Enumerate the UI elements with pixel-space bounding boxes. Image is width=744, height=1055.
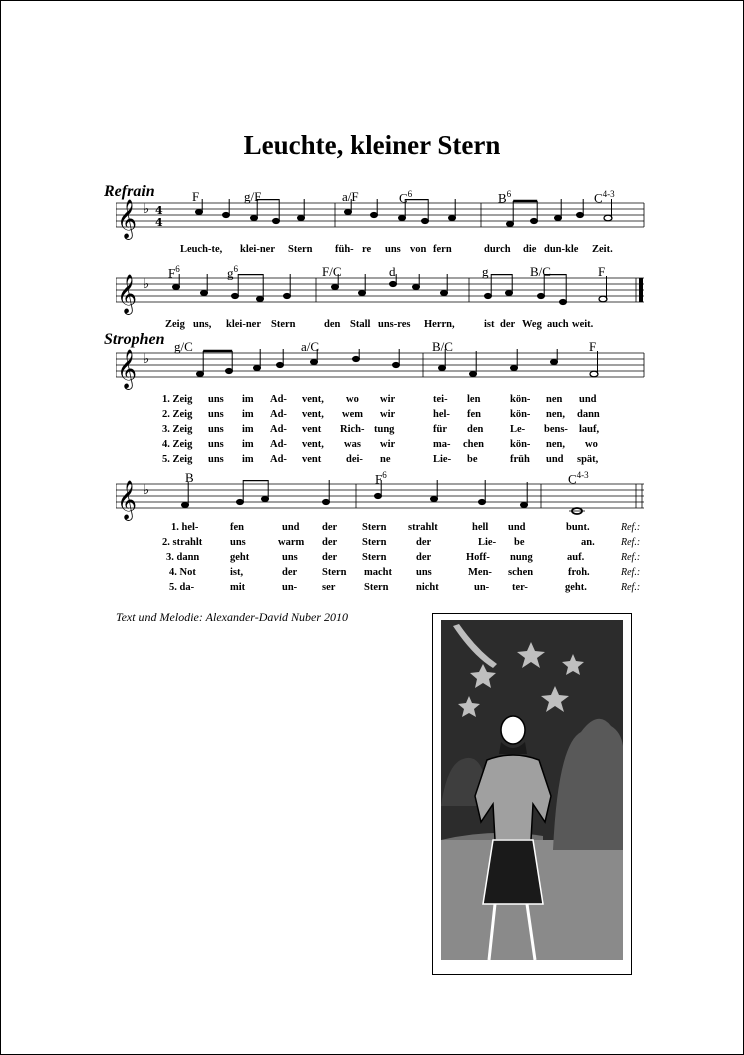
lyric-syllable: 4. Not (169, 567, 196, 578)
lyric-syllable: Lie- (478, 537, 497, 548)
lyric-syllable: Stern (288, 244, 313, 255)
lyric-syllable: nen, (546, 439, 565, 450)
lyric-syllable: 2. strahlt (162, 537, 203, 548)
lyric-syllable: uns (385, 244, 401, 255)
chord: $C^6$ (399, 189, 413, 206)
chord: $C^{4-3}$ (594, 189, 615, 206)
lyric-syllable: der (322, 552, 338, 563)
lyric-syllable: Zeig (165, 319, 185, 330)
treble-clef-icon: 𝄞 (117, 199, 138, 239)
lyric-syllable: Le- (510, 424, 526, 435)
lyric-syllable: froh. (568, 567, 590, 578)
lyric-syllable: nicht (416, 582, 439, 593)
lyric-syllable: im (242, 424, 254, 435)
lyric-syllable: im (242, 439, 254, 450)
lyric-syllable: vent, (302, 394, 324, 405)
credit-line: Text und Melodie: Alexander-David Nuber 2010 (116, 610, 349, 624)
chord: g (482, 264, 489, 279)
chord: B/C (432, 339, 453, 354)
lyric-syllable: ist, (230, 567, 244, 578)
lyric-syllable: von (410, 244, 427, 255)
lyric-syllable: Weg (522, 319, 542, 330)
lyric-syllable: wir (380, 439, 396, 450)
lyric-syllable: die (523, 244, 537, 255)
lyric-syllable: wir (380, 409, 396, 420)
chord: $C^{4-3}$ (568, 470, 589, 487)
lyric-syllable: uns (208, 454, 224, 465)
lyric-syllable: chen (463, 439, 484, 450)
chord: F/C (322, 264, 342, 279)
chord: F (598, 264, 606, 279)
lyric-syllable: be (467, 454, 478, 465)
lyric-syllable: warm (278, 537, 305, 548)
lyric-syllable: an. (581, 537, 595, 548)
refrain-repeat-mark: Ref.: (621, 582, 641, 593)
lyric-syllable: len (467, 394, 481, 405)
lyric-syllable: früh (510, 454, 530, 465)
lyric-syllable: Ad- (270, 409, 287, 420)
flat-icon: ♭ (143, 202, 150, 217)
lyric-syllable: der (322, 522, 338, 533)
lyric-syllable: vent (302, 424, 322, 435)
lyric-syllable: lauf, (579, 424, 600, 435)
lyric-syllable: ser (322, 582, 336, 593)
lyric-syllable: fen (230, 522, 244, 533)
lyric-syllable: klei-ner (240, 244, 275, 255)
lyric-syllable: 3. Zeig (162, 424, 193, 435)
lyric-syllable: 3. dann (166, 552, 200, 563)
lyric-syllable: Stern (322, 567, 347, 578)
lyric-syllable: 1. hel- (171, 522, 199, 533)
lyric-syllable: Ad- (270, 439, 287, 450)
chord: $F^6$ (375, 470, 387, 487)
lyric-syllable: wo (585, 439, 598, 450)
lyric-syllable: kön- (510, 409, 531, 420)
lyric-syllable: uns (416, 567, 432, 578)
chord: d (389, 264, 396, 279)
chord: g/F (244, 189, 262, 204)
staff-strophen-2 (116, 480, 646, 524)
lyric-syllable: vent, (302, 439, 324, 450)
lyric-syllable: un- (474, 582, 490, 593)
lyric-syllable: ist (484, 319, 495, 330)
lyric-syllable: uns (208, 439, 224, 450)
lyric-syllable: hel- (433, 409, 450, 420)
lyric-syllable: Stern (362, 537, 387, 548)
lyric-syllable: bunt. (566, 522, 590, 533)
lyric-syllable: re (362, 244, 372, 255)
lyric-syllable: vent (302, 454, 322, 465)
song-title: Leuchte, kleiner Stern (243, 130, 501, 160)
lyric-syllable: 1. Zeig (162, 394, 193, 405)
lyric-syllable: Stern (364, 582, 389, 593)
refrain-repeat-mark: Ref.: (621, 552, 641, 563)
chord: $B^6$ (498, 189, 512, 206)
lyric-syllable: durch (484, 244, 511, 255)
staff-strophen-1 (116, 349, 646, 393)
lyric-syllable: 2. Zeig (162, 409, 193, 420)
chord: $F^6$ (168, 264, 180, 281)
lyric-syllable: der (282, 567, 298, 578)
lyric-syllable: Lie- (433, 454, 452, 465)
lyric-syllable: Stern (362, 522, 387, 533)
lyric-syllable: fen (467, 409, 481, 420)
lyric-syllable: uns, (193, 319, 212, 330)
lyric-syllable: Men- (468, 567, 492, 578)
lyric-syllable: Zeit. (592, 244, 613, 255)
lyric-syllable: ma- (433, 439, 451, 450)
lyric-syllable: kön- (510, 439, 531, 450)
staff-refrain-2 (116, 274, 646, 318)
lyric-syllable: tung (374, 424, 395, 435)
chord: F (192, 189, 200, 204)
lyric-syllable: dann (577, 409, 600, 420)
chord: a/C (301, 339, 320, 354)
lyric-syllable: 5. da- (169, 582, 195, 593)
lyric-syllable: den (467, 424, 484, 435)
lyric-syllable: kön- (510, 394, 531, 405)
lyric-syllable: was (344, 439, 361, 450)
lyric-syllable: strahlt (408, 522, 438, 533)
lyric-syllable: und (546, 454, 564, 465)
time-signature-bottom: 4 (155, 216, 163, 229)
lyric-syllable: den (324, 319, 341, 330)
lyric-syllable: wir (380, 394, 396, 405)
lyric-syllable: ter- (512, 582, 528, 593)
lyric-syllable: der (416, 552, 432, 563)
lyric-syllable: be (514, 537, 525, 548)
lyric-syllable: weit. (572, 319, 594, 330)
lyric-syllable: für (433, 424, 447, 435)
lyric-syllable: Stall (350, 319, 371, 330)
time-signature-top: 4 (155, 204, 163, 217)
treble-clef-icon: 𝄞 (117, 480, 138, 520)
chord: F (589, 339, 597, 354)
lyric-syllable: vent, (302, 409, 324, 420)
lyric-syllable: auch (547, 319, 569, 330)
lyric-syllable: 5. Zeig (162, 454, 193, 465)
lyric-syllable: geht. (565, 582, 587, 593)
lyric-syllable: dun-kle (544, 244, 579, 255)
lyric-syllable: Ad- (270, 454, 287, 465)
lyric-syllable: spät, (577, 454, 599, 465)
flat-icon: ♭ (143, 483, 150, 498)
lyric-syllable: füh- (335, 244, 354, 255)
lyric-syllable: macht (364, 567, 392, 578)
lyric-syllable: wo (346, 394, 359, 405)
lyric-syllable: bens- (544, 424, 568, 435)
flat-icon: ♭ (143, 352, 150, 367)
lyric-syllable: nen (546, 394, 563, 405)
lyric-syllable: der (416, 537, 432, 548)
lyric-syllable: und (579, 394, 597, 405)
chord: g/C (174, 339, 193, 354)
lyric-syllable: tei- (433, 394, 448, 405)
chord: B/C (530, 264, 551, 279)
lyric-syllable: 4. Zeig (162, 439, 193, 450)
lyric-syllable: auf. (567, 552, 585, 563)
chord: a/F (342, 189, 359, 204)
refrain-repeat-mark: Ref.: (621, 522, 641, 533)
refrain-label: Refrain (104, 183, 155, 200)
lyric-syllable: fern (433, 244, 452, 255)
lyric-syllable: geht (230, 552, 250, 563)
lyric-syllable: wem (342, 409, 363, 420)
lyric-syllable: Rich- (340, 424, 365, 435)
treble-clef-icon: 𝄞 (117, 349, 138, 389)
lyric-syllable: im (242, 394, 254, 405)
lyric-syllable: uns (230, 537, 246, 548)
lyric-syllable: uns (208, 424, 224, 435)
lyric-syllable: der (322, 537, 338, 548)
lyric-syllable: nen, (546, 409, 565, 420)
lyric-syllable: Stern (271, 319, 296, 330)
lyric-syllable: Leuch-te, (180, 244, 223, 255)
lyric-syllable: Ad- (270, 424, 287, 435)
lyric-syllable: Stern (362, 552, 387, 563)
lyric-syllable: klei-ner (226, 319, 261, 330)
lyric-syllable: hell (472, 522, 489, 533)
chord: B (185, 470, 194, 485)
lyric-syllable: Hoff- (466, 552, 490, 563)
lyric-syllable: der (500, 319, 516, 330)
lyric-syllable: uns-res (378, 319, 411, 330)
lyric-syllable: uns (208, 409, 224, 420)
lyric-syllable: im (242, 454, 254, 465)
lyric-syllable: mit (230, 582, 246, 593)
lyric-syllable: ne (380, 454, 391, 465)
lyric-syllable: Herrn, (424, 319, 455, 330)
lyric-syllable: und (508, 522, 526, 533)
strophen-label: Strophen (104, 331, 165, 348)
flat-icon: ♭ (143, 277, 150, 292)
lyric-syllable: un- (282, 582, 298, 593)
star-gazing-illustration (432, 613, 632, 975)
staff-refrain-1 (116, 199, 646, 243)
lyric-syllable: und (282, 522, 300, 533)
lyric-syllable: nung (510, 552, 533, 563)
treble-clef-icon: 𝄞 (117, 274, 138, 314)
lyric-syllable: schen (508, 567, 534, 578)
lyric-syllable: uns (208, 394, 224, 405)
lyric-syllable: dei- (346, 454, 363, 465)
refrain-repeat-mark: Ref.: (621, 567, 641, 578)
lyric-syllable: im (242, 409, 254, 420)
lyric-syllable: uns (282, 552, 298, 563)
refrain-repeat-mark: Ref.: (621, 537, 641, 548)
lyric-syllable: Ad- (270, 394, 287, 405)
chord: $g^6$ (227, 264, 238, 281)
